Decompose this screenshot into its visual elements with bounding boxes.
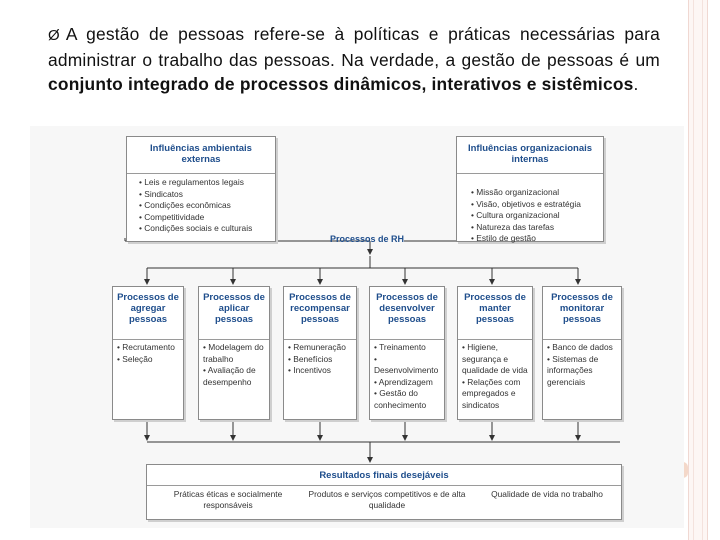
external-influence-item: • Leis e regulamentos legais (139, 177, 244, 187)
external-influence-item: • Sindicatos (139, 188, 183, 199)
intro-paragraph (48, 22, 660, 96)
results-box (146, 464, 622, 520)
process-item: • Seleção (117, 353, 153, 364)
hr-processes-diagram (30, 126, 684, 528)
internal-influence-item: • Cultura organizacional (471, 210, 560, 221)
divider (370, 339, 444, 340)
process-item: • Modelagem do trabalho (203, 342, 264, 364)
divider (199, 339, 269, 340)
paragraph-text: A gestão de pessoas refere-se à políticas e práticas necessárias para administrar o trabalho das pessoas. Na verdade, a gestão de pessoas é um (48, 24, 660, 70)
process-item: • Recrutamento (117, 342, 175, 352)
process-item: • Incentivos (288, 365, 331, 376)
decorative-border-inner (693, 0, 703, 540)
external-influence-item: • Competitividade (139, 211, 205, 222)
result-item: Qualidade de vida no trabalho (491, 489, 603, 499)
internal-influence-item: • Estilo de gestão (471, 233, 536, 244)
results-title: Resultados finais desejáveis (319, 470, 449, 481)
external-influences-box (126, 136, 276, 242)
internal-influences-box (456, 136, 604, 242)
divider (284, 339, 356, 340)
process-item: • Avaliação de desempenho (203, 365, 256, 387)
process-item: • Remuneração (288, 342, 346, 352)
process-box-manter (457, 286, 533, 420)
process-title: Processos de manter pessoas (464, 292, 526, 325)
process-title: Processos de monitorar pessoas (551, 292, 613, 325)
process-item: • Desenvolvimento (374, 353, 439, 376)
internal-influences-title: Influências organizacionais internas (467, 143, 593, 165)
divider (457, 173, 603, 174)
divider (543, 339, 621, 340)
arrow-bullet-icon: Ø (48, 27, 60, 44)
external-influence-item: • Condições sociais e culturais (139, 223, 253, 234)
internal-influence-item: • Missão organizacional (471, 187, 560, 197)
result-item: Produtos e serviços competitivos e de alta qualidade (308, 489, 466, 510)
divider (113, 339, 183, 340)
process-item: • Sistemas de informações gerenciais (547, 353, 599, 387)
decorative-border-right (688, 0, 708, 540)
external-influence-item: • Condições econômicas (139, 200, 231, 211)
external-influences-title: Influências ambientais externas (150, 143, 252, 165)
process-item: • Treinamento (374, 342, 426, 352)
process-box-recompensar (283, 286, 357, 420)
process-title: Processos de agregar pessoas (117, 292, 179, 325)
process-box-agregar (112, 286, 184, 420)
hr-processes-label: Processos de RH (330, 234, 405, 244)
process-item: • Relações com empregados e sindicatos (462, 376, 521, 410)
paragraph-bold-text: conjunto integrado de processos dinâmicos, interativos e sistêmicos (48, 74, 634, 94)
internal-influence-item: • Visão, objetivos e estratégia (471, 198, 581, 209)
process-title: Processos de aplicar pessoas (203, 292, 265, 325)
process-item: • Banco de dados (547, 342, 613, 352)
internal-influence-item: • Natureza das tarefas (471, 221, 555, 232)
process-title: Processos de desenvolver pessoas (376, 292, 438, 325)
process-box-desenvolver (369, 286, 445, 420)
process-box-monitorar (542, 286, 622, 420)
divider (147, 485, 621, 486)
process-box-aplicar (198, 286, 270, 420)
divider (127, 173, 275, 174)
process-item: • Aprendizagem (374, 376, 433, 387)
process-item: • Benefícios (288, 353, 333, 364)
divider (458, 339, 532, 340)
process-item: • Gestão do conhecimento (374, 388, 427, 410)
process-item: • Higiene, segurança e qualidade de vida (462, 342, 528, 376)
paragraph-end: . (633, 74, 639, 94)
process-title: Processos de recompensar pessoas (289, 292, 351, 325)
result-item: Práticas éticas e socialmente responsáveis (173, 489, 283, 510)
